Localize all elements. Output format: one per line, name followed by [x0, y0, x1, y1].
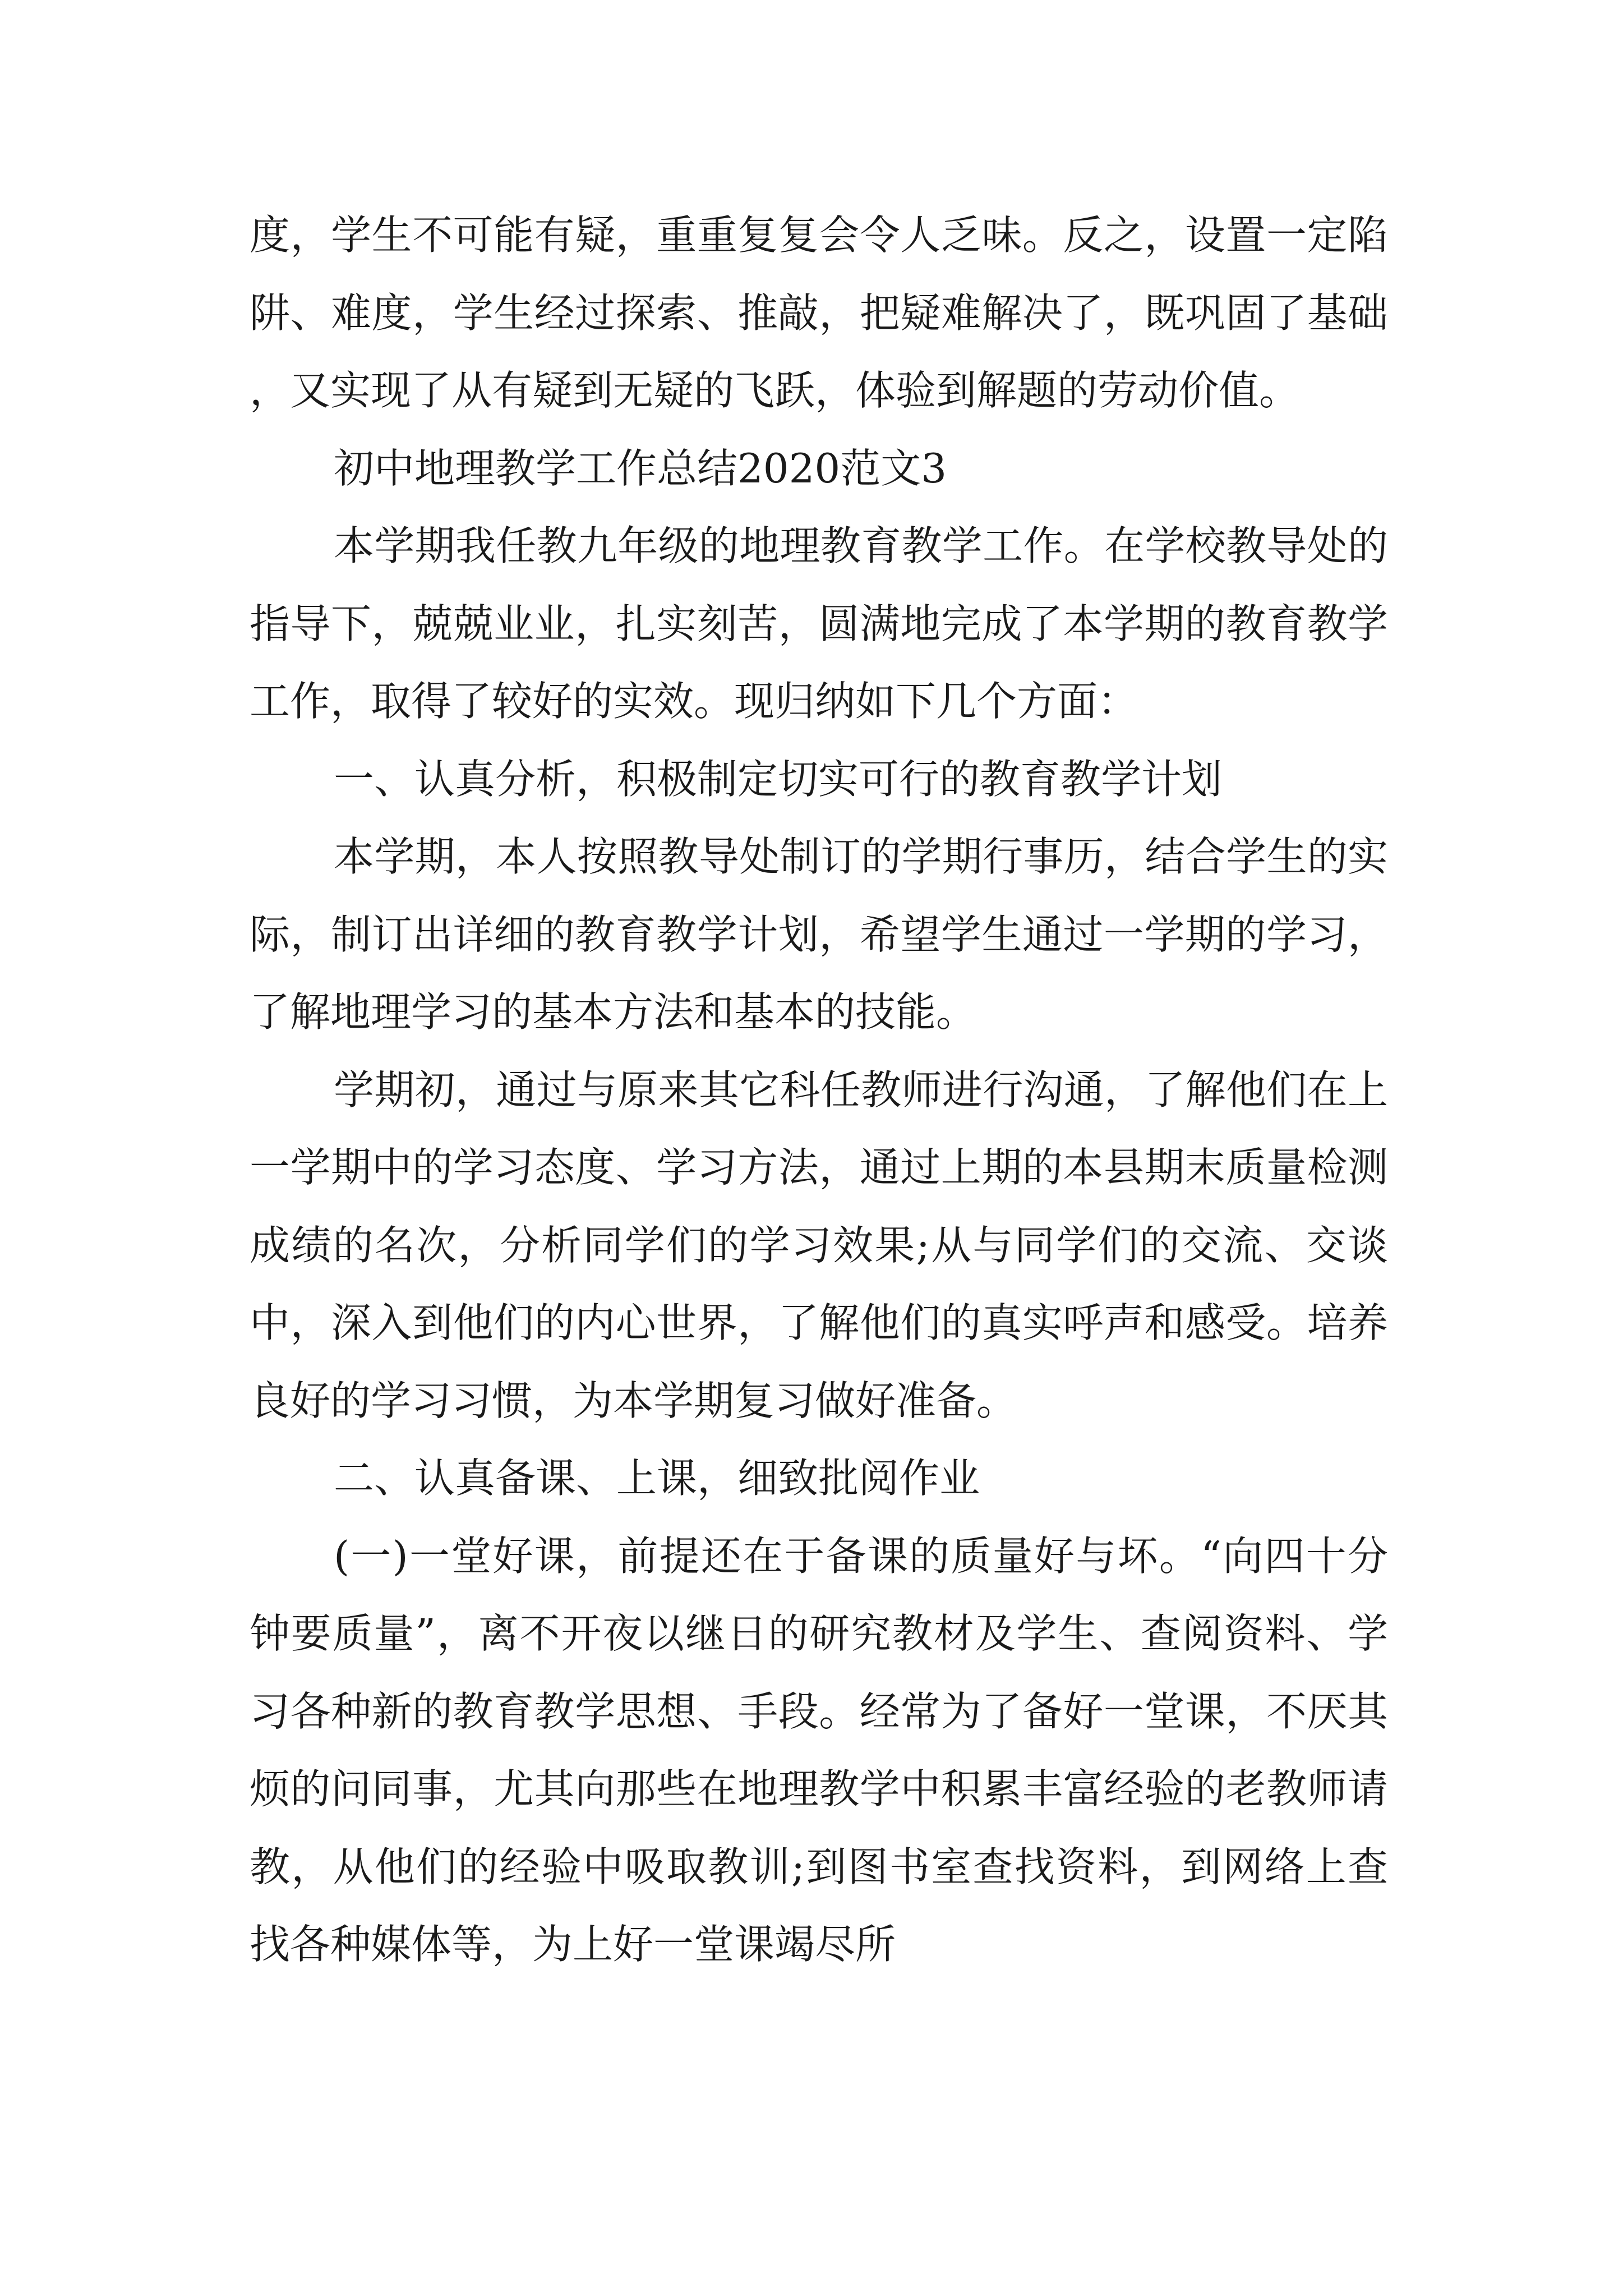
section-title: 初中地理教学工作总结2020范文3	[334, 444, 947, 492]
paragraph-plan: 本学期，本人按照教导处制订的学期行事历，结合学生的实际，制订出详细的教育教学计划，希望学生通过一学期的学习，了解地理学习的基本方法和基本的技能。	[250, 833, 1388, 1036]
paragraph-semester-start: 学期初，通过与原来其它科任教师进行沟通，了解他们在上一学期中的学习态度、学习方法，通过上期的本县期末质量检测成绩的名次，分析同学们的学习效果;从与同学们的交流、交谈中，深入到他们的内心世界，了解他们的真实呼声和感受。培养良好的学习习惯，为本学期复习做好准备。	[250, 1066, 1388, 1424]
document-body	[250, 196, 1388, 1984]
heading-part-one: 一、认真分析，积极制定切实可行的教育教学计划	[334, 755, 1223, 803]
paragraph-continuation: 度，学生不可能有疑，重重复复会令人乏味。反之，设置一定陷阱、难度，学生经过探索、推敲，把疑难解决了，既巩固了基础，又实现了从有疑到无疑的飞跃，体验到解题的劳动价值。	[250, 211, 1388, 414]
paragraph-intro: 本学期我任教九年级的地理教育教学工作。在学校教导处的指导下，兢兢业业，扎实刻苦，圆满地完成了本学期的教育教学工作，取得了较好的实效。现归纳如下几个方面：	[250, 522, 1388, 725]
paragraph-lesson-prep: (一)一堂好课，前提还在于备课的质量好与坏。“向四十分钟要质量”，离不开夜以继日的研究教材及学生、查阅资料、学习各种新的教育教学思想、手段。经常为了备好一堂课，不厌其烦的问同事，尤其向那些在地理教学中积累丰富经验的老教师请教，从他们的经验中吸取教训;到图书室查找资料，到网络上查找各种媒体等，为上好一堂课竭尽所	[250, 1532, 1388, 1968]
heading-part-two: 二、认真备课、上课，细致批阅作业	[334, 1455, 980, 1502]
